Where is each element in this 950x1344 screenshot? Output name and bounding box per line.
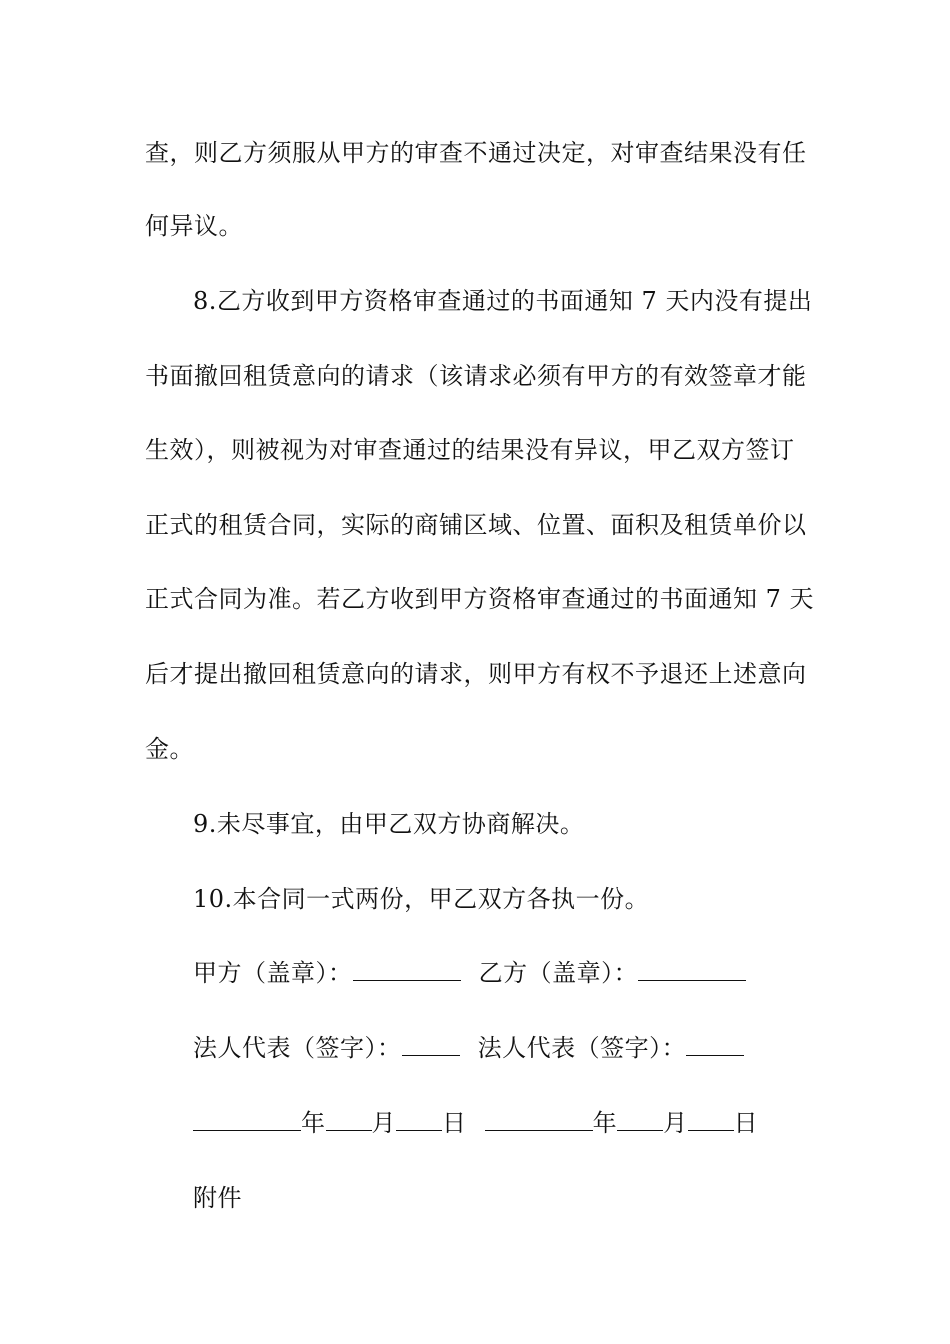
date-b-day-blank xyxy=(688,1108,734,1131)
clause-10: 10.本合同一式两份，甲乙双方各执一份。 xyxy=(193,885,650,913)
date-b-day-label: 日 xyxy=(733,1109,759,1137)
date-b-year-blank xyxy=(485,1108,593,1131)
paragraph-7-line-1: 查，则乙方须服从甲方的审查不通过决定，对审查结果没有任 xyxy=(145,139,807,167)
date-a-month-blank xyxy=(326,1108,372,1131)
party-a-seal-label: 甲方（盖章）： xyxy=(193,959,353,987)
date-a-month-label: 月 xyxy=(371,1109,396,1137)
rep-a-label: 法人代表（签字）： xyxy=(193,1034,402,1062)
date-b-year-label: 年 xyxy=(592,1109,618,1137)
rep-a-blank xyxy=(402,1033,460,1056)
date-row xyxy=(193,1108,863,1138)
clause-8-line-1: 8.乙方收到甲方资格审查通过的书面通知 7 天内没有提出 xyxy=(193,287,813,315)
representative-row xyxy=(193,1033,863,1063)
rep-b-label: 法人代表（签字）： xyxy=(477,1034,687,1062)
clause-8-line-3: 生效），则被视为对审查通过的结果没有异议，甲乙双方签订 xyxy=(145,436,795,464)
date-b-month-blank xyxy=(617,1108,663,1131)
clause-8-line-6: 后才提出撤回租赁意向的请求，则甲方有权不予退还上述意向 xyxy=(145,660,807,688)
date-a-day-label: 日 xyxy=(442,1109,467,1137)
party-b-seal-blank xyxy=(638,958,746,981)
date-b-month-label: 月 xyxy=(663,1109,688,1137)
date-a-year-label: 年 xyxy=(301,1109,326,1137)
party-a-seal-blank xyxy=(353,958,461,981)
clause-8-line-4: 正式的租赁合同，实际的商铺区域、位置、面积及租赁单价以 xyxy=(145,511,807,539)
clause-9: 9.未尽事宜，由甲乙双方协商解决。 xyxy=(193,810,585,838)
date-a-year-blank xyxy=(193,1108,301,1131)
paragraph-7-line-2: 何异议。 xyxy=(145,212,243,240)
seal-row xyxy=(193,958,863,988)
clause-8-line-2: 书面撤回租赁意向的请求（该请求必须有甲方的有效签章才能 xyxy=(145,362,807,390)
rep-b-blank xyxy=(686,1033,744,1056)
date-a-day-blank xyxy=(396,1108,442,1131)
attachment-heading: 附件 xyxy=(193,1184,242,1212)
party-b-seal-label: 乙方（盖章）： xyxy=(478,959,639,987)
clause-8-line-5: 正式合同为准。若乙方收到甲方资格审查通过的书面通知 7 天 xyxy=(145,585,815,613)
clause-8-line-7: 金。 xyxy=(145,735,194,763)
